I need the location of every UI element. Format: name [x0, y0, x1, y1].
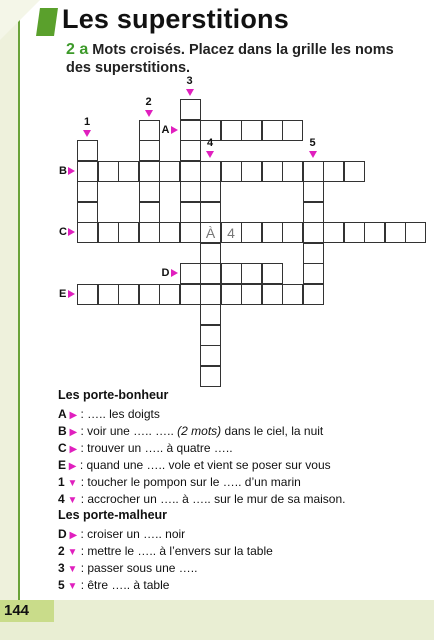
across-arrow-icon	[68, 167, 75, 175]
grid-cell[interactable]	[303, 243, 324, 264]
clue-text: : croiser un ….. noir	[77, 527, 186, 541]
clue-item	[58, 561, 197, 575]
grid-cell[interactable]	[118, 284, 139, 305]
clue-text: : quand une ….. vole et vient se poser sur vous	[76, 458, 331, 472]
grid-cell[interactable]	[200, 345, 221, 366]
down-arrow-icon	[145, 110, 153, 117]
grid-cell[interactable]	[221, 120, 242, 141]
across-letter-E: E	[59, 287, 67, 300]
clue-direction-icon: ▼	[64, 495, 78, 506]
down-number-2: 2	[145, 95, 152, 108]
across-letter-B: B	[59, 164, 67, 177]
clue-text: : passer sous une …..	[77, 561, 198, 575]
grid-cell[interactable]	[139, 161, 160, 182]
clue-key: B	[58, 424, 67, 438]
grid-cell[interactable]	[180, 284, 201, 305]
grid-cell[interactable]	[323, 161, 344, 182]
grid-cell[interactable]	[180, 263, 201, 284]
grid-cell[interactable]	[323, 222, 344, 243]
clue-item	[58, 407, 160, 421]
footer-bar	[0, 600, 434, 640]
grid-cell[interactable]	[139, 120, 160, 141]
grid-cell[interactable]	[344, 222, 365, 243]
grid-cell[interactable]	[98, 161, 119, 182]
grid-cell[interactable]	[180, 99, 201, 120]
down-arrow-icon	[206, 151, 214, 158]
grid-cell[interactable]	[282, 222, 303, 243]
grid-cell[interactable]	[303, 161, 324, 182]
clue-key: C	[58, 441, 67, 455]
across-arrow-icon	[171, 126, 178, 134]
clue-key: 3	[58, 561, 65, 575]
down-arrow-icon	[186, 89, 194, 96]
across-arrow-icon	[68, 290, 75, 298]
clue-note: (2 mots)	[177, 424, 222, 438]
clue-text: : toucher le pompon sur le ….. d’un marin	[77, 475, 301, 489]
clue-key: 1	[58, 475, 65, 489]
down-arrow-icon	[309, 151, 317, 158]
grid-cell[interactable]	[77, 140, 98, 161]
grid-cell[interactable]	[77, 222, 98, 243]
clue-item	[58, 578, 169, 592]
grid-cell[interactable]	[200, 243, 221, 264]
grid-cell[interactable]: À	[200, 222, 221, 243]
clue-key: A	[58, 407, 67, 421]
clue-direction-icon: ▼	[64, 478, 78, 489]
grid-cell[interactable]	[200, 263, 221, 284]
clue-direction-icon: ▶	[66, 530, 78, 541]
clue-direction-icon: ▶	[66, 427, 78, 438]
grid-cell[interactable]	[221, 161, 242, 182]
grid-cell[interactable]	[118, 222, 139, 243]
across-letter-D: D	[161, 267, 170, 279]
clue-direction-icon: ▼	[64, 547, 78, 558]
clue-key: E	[58, 458, 67, 472]
clue-item	[58, 492, 345, 506]
page-number: 144	[0, 600, 54, 622]
grid-cell[interactable]	[262, 222, 283, 243]
instruction-text: Mots croisés. Placez dans la grille les noms des superstitions.	[66, 42, 394, 76]
grid-cell[interactable]	[241, 120, 262, 141]
clue-item	[58, 424, 323, 438]
clue-text: : voir une ….. …..	[77, 424, 178, 438]
grid-cell[interactable]	[118, 161, 139, 182]
down-number-5: 5	[309, 136, 316, 149]
grid-cell[interactable]	[303, 263, 324, 284]
clue-direction-icon: ▶	[66, 461, 77, 472]
down-arrow-icon	[83, 130, 91, 137]
grid-cell[interactable]	[159, 222, 180, 243]
across-arrow-icon	[68, 228, 75, 236]
grid-cell[interactable]	[200, 366, 221, 387]
grid-cell[interactable]	[221, 284, 242, 305]
exercise-number: 2 a	[66, 41, 89, 58]
grid-cell[interactable]	[282, 161, 303, 182]
grid-cell[interactable]	[200, 181, 221, 202]
clue-key: 4	[58, 492, 65, 506]
clue-text: : trouver un ….. à quatre …..	[77, 441, 233, 455]
grid-cell[interactable]	[139, 284, 160, 305]
grid-cell[interactable]	[77, 161, 98, 182]
clue-item	[58, 441, 233, 455]
clue-text: : accrocher un ….. à ….. sur le mur de sa maison.	[77, 492, 346, 506]
grid-cell[interactable]	[303, 222, 324, 243]
grid-cell[interactable]	[200, 325, 221, 346]
grid-cell[interactable]	[241, 263, 262, 284]
clue-item	[58, 458, 331, 472]
grid-cell[interactable]	[241, 284, 262, 305]
grid-cell[interactable]	[159, 161, 180, 182]
grid-cell[interactable]	[180, 161, 201, 182]
clue-direction-icon: ▼	[64, 564, 78, 575]
grid-cell[interactable]	[344, 161, 365, 182]
grid-cell[interactable]	[200, 202, 221, 223]
page-title: Les superstitions	[62, 4, 289, 34]
grid-cell[interactable]	[200, 161, 221, 182]
grid-cell[interactable]	[282, 284, 303, 305]
across-arrow-icon	[171, 269, 178, 277]
grid-cell[interactable]	[221, 263, 242, 284]
clue-key: 2	[58, 544, 65, 558]
grid-cell[interactable]	[180, 222, 201, 243]
clue-item	[58, 544, 273, 558]
grid-cell[interactable]	[200, 304, 221, 325]
clue-key: 5	[58, 578, 65, 592]
clue-text: : être ….. à table	[77, 578, 170, 592]
grid-cell[interactable]	[405, 222, 426, 243]
clue-item	[58, 527, 185, 541]
grid-cell[interactable]	[282, 120, 303, 141]
clue-text-end: dans le ciel, la nuit	[221, 424, 324, 438]
grid-cell[interactable]	[139, 181, 160, 202]
grid-cell[interactable]	[77, 284, 98, 305]
grid-cell[interactable]	[241, 222, 262, 243]
clue-direction-icon: ▶	[66, 410, 78, 421]
porte-malheur-heading: Les porte-malheur	[58, 508, 168, 522]
down-number-1: 1	[84, 116, 91, 128]
grid-cell[interactable]	[241, 161, 262, 182]
clue-direction-icon: ▶	[66, 444, 78, 455]
clue-direction-icon: ▼	[64, 581, 78, 592]
grid-cell[interactable]	[159, 284, 180, 305]
down-number-4: 4	[207, 136, 214, 149]
grid-cell[interactable]	[98, 284, 119, 305]
grid-cell[interactable]	[98, 222, 119, 243]
clue-text: : ….. les doigts	[77, 407, 160, 421]
grid-cell[interactable]	[180, 140, 201, 161]
clue-text: : mettre le ….. à l’envers sur la table	[77, 544, 273, 558]
grid-cell[interactable]	[262, 120, 283, 141]
across-letter-C: C	[59, 226, 67, 238]
grid-cell[interactable]: 4	[221, 222, 242, 243]
grid-cell[interactable]	[262, 161, 283, 182]
grid-cell[interactable]	[364, 222, 385, 243]
grid-cell[interactable]	[303, 181, 324, 202]
grid-cell[interactable]	[385, 222, 406, 243]
grid-cell[interactable]	[262, 284, 283, 305]
grid-cell[interactable]	[303, 202, 324, 223]
grid-cell[interactable]	[77, 202, 98, 223]
porte-bonheur-heading: Les porte-bonheur	[58, 388, 169, 402]
grid-cell[interactable]	[180, 181, 201, 202]
grid-cell[interactable]	[262, 263, 283, 284]
across-letter-A: A	[161, 123, 170, 136]
grid-cell[interactable]	[303, 284, 324, 305]
clue-item	[58, 475, 301, 489]
grid-cell[interactable]	[180, 120, 201, 141]
grid-cell[interactable]	[180, 202, 201, 223]
grid-cell[interactable]	[139, 140, 160, 161]
grid-cell[interactable]	[139, 222, 160, 243]
grid-cell[interactable]	[139, 202, 160, 223]
clue-key: D	[58, 527, 67, 541]
grid-cell[interactable]	[77, 181, 98, 202]
grid-cell[interactable]	[200, 284, 221, 305]
down-number-3: 3	[186, 75, 193, 87]
